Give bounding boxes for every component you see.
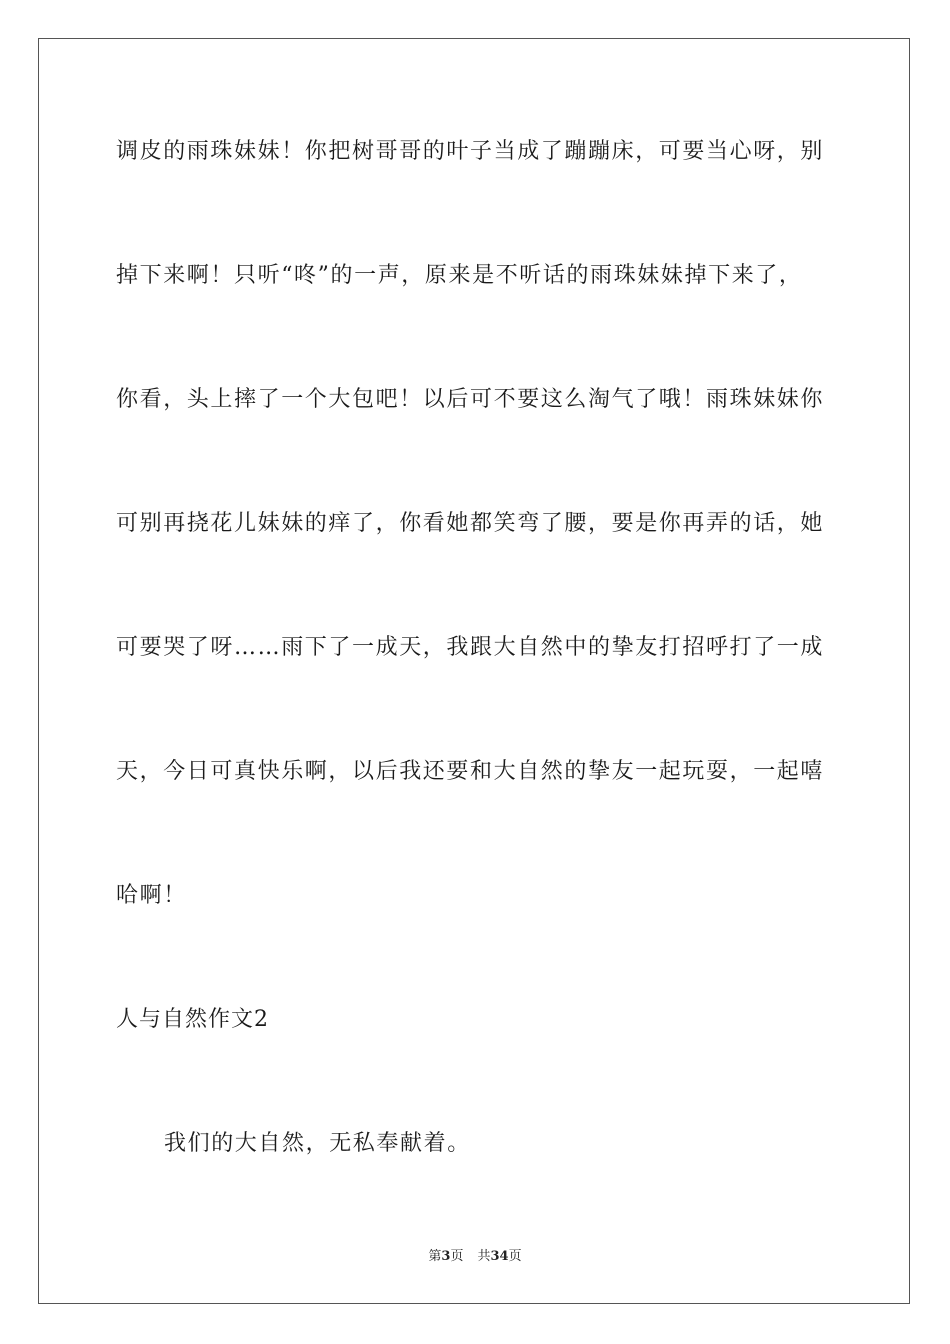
body-text-line: 哈啊！ [116, 883, 187, 908]
page-footer [0, 1248, 950, 1266]
page-border [38, 38, 910, 1304]
page-prefix: 第 [428, 1249, 442, 1264]
page-number: 3 [441, 1249, 451, 1264]
total-prefix: 共 [477, 1249, 491, 1264]
section-heading: 人与自然作文2 [116, 1007, 269, 1032]
body-text-line: 可别再挠花儿妹妹的痒了，你看她都笑弯了腰，要是你再弄的话，她 [116, 511, 825, 536]
total-suffix: 页 [508, 1249, 522, 1264]
page-suffix: 页 [450, 1249, 464, 1264]
body-text-line: 调皮的雨珠妹妹！你把树哥哥的叶子当成了蹦蹦床，可要当心呀，别 [116, 139, 825, 164]
paragraph-start: 我们的大自然，无私奉献着。 [164, 1131, 471, 1156]
body-text-line: 掉下来啊！只听“咚”的一声，原来是不听话的雨珠妹妹掉下来了， [116, 263, 803, 288]
body-text-line: 天，今日可真快乐啊，以后我还要和大自然的挚友一起玩耍，一起嘻 [116, 759, 825, 784]
body-text-line: 你看，头上摔了一个大包吧！以后可不要这么淘气了哦！雨珠妹妹你 [116, 387, 825, 412]
body-text-line: 可要哭了呀……雨下了一成天，我跟大自然中的挚友打招呼打了一成 [116, 635, 825, 660]
total-pages: 34 [490, 1249, 509, 1264]
